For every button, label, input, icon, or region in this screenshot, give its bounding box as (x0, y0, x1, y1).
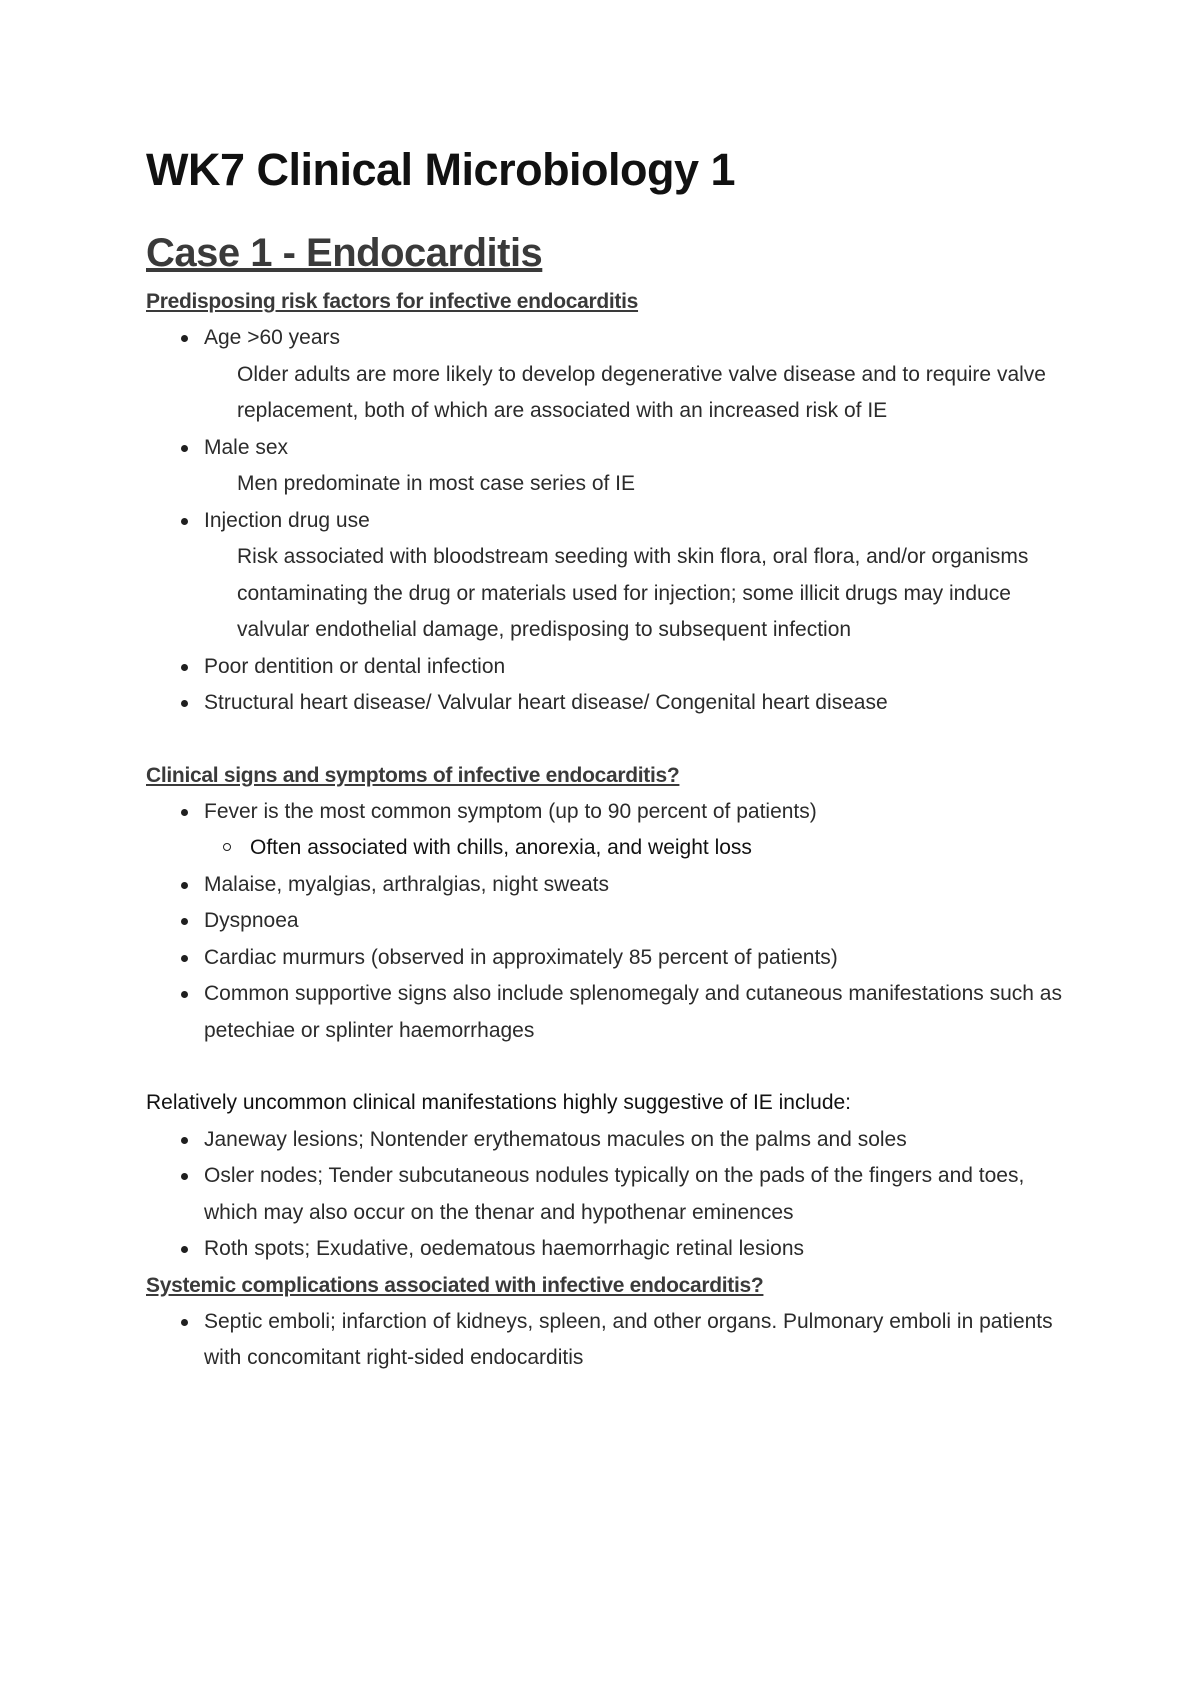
risk-factors-list (146, 320, 1066, 722)
risk-factor-detail: Risk associated with bloodstream seeding with skin flora, oral flora, and/or organisms contaminating the drug or materials used for injection; some illicit drugs may induce valvular endothelial damage, predisposing to subsequent infection (237, 545, 1029, 641)
risk-factor-label: Structural heart disease/ Valvular heart disease/ Congenital heart disease (204, 691, 888, 714)
case-heading: Case 1 - Endocarditis (146, 231, 543, 275)
risk-factor-label: Male sex (204, 435, 289, 459)
document-title: WK7 Clinical Microbiology 1 (146, 144, 736, 195)
risk-factors-heading: Predisposing risk factors for infective endocarditis (146, 290, 639, 313)
risk-factor-detail: Older adults are more likely to develop degenerative valve disease and to require valve replacement, both of which are associated with an increased risk of IE (237, 362, 1046, 422)
risk-factor-label: Poor dentition or dental infection (204, 654, 506, 678)
list-item: Osler nodes; Tender subcutaneous nodules typically on the pads of the fingers and toes, which may also occur on the thenar and hypothenar eminences (146, 1158, 1066, 1231)
list-item (146, 794, 1066, 867)
list-item: Common supportive signs also include splenomegaly and cutaneous manifestations such as petechiae or splinter haemorrhages (146, 976, 1066, 1049)
list-item: Malaise, myalgias, arthralgias, night sweats (146, 867, 1066, 904)
complications-list (146, 1304, 1066, 1377)
risk-factor-label: Injection drug use (204, 508, 370, 532)
list-item (146, 320, 1066, 430)
signs-heading: Clinical signs and symptoms of infective endocarditis? (146, 763, 680, 787)
list-item: Cardiac murmurs (observed in approximately 85 percent of patients) (146, 940, 1066, 977)
list-item: Dyspnoea (146, 903, 1066, 940)
sign-text: Fever is the most common symptom (up to 90 percent of patients) (204, 799, 817, 823)
risk-factor-label: Age >60 years (204, 326, 341, 349)
risk-factor-detail: Men predominate in most case series of IE (237, 472, 636, 495)
sub-list-item: Often associated with chills, anorexia, and weight loss (204, 830, 1066, 867)
list-item (146, 430, 1066, 503)
list-item (146, 503, 1066, 649)
uncommon-list (146, 1122, 1066, 1268)
uncommon-intro: Relatively uncommon clinical manifestations highly suggestive of IE include: (146, 1091, 852, 1114)
list-item: Roth spots; Exudative, oedematous haemorrhagic retinal lesions (146, 1231, 1066, 1268)
sub-list (204, 830, 1066, 867)
list-item (146, 649, 1066, 686)
list-item: Septic emboli; infarction of kidneys, spleen, and other organs. Pulmonary emboli in patients with concomitant right-sided endocarditis (146, 1304, 1066, 1377)
signs-list (146, 794, 1066, 1050)
list-item (146, 685, 1066, 722)
list-item: Janeway lesions; Nontender erythematous macules on the palms and soles (146, 1122, 1066, 1159)
document-page (146, 140, 1066, 1377)
complications-heading: Systemic complications associated with infective endocarditis? (146, 1273, 764, 1297)
